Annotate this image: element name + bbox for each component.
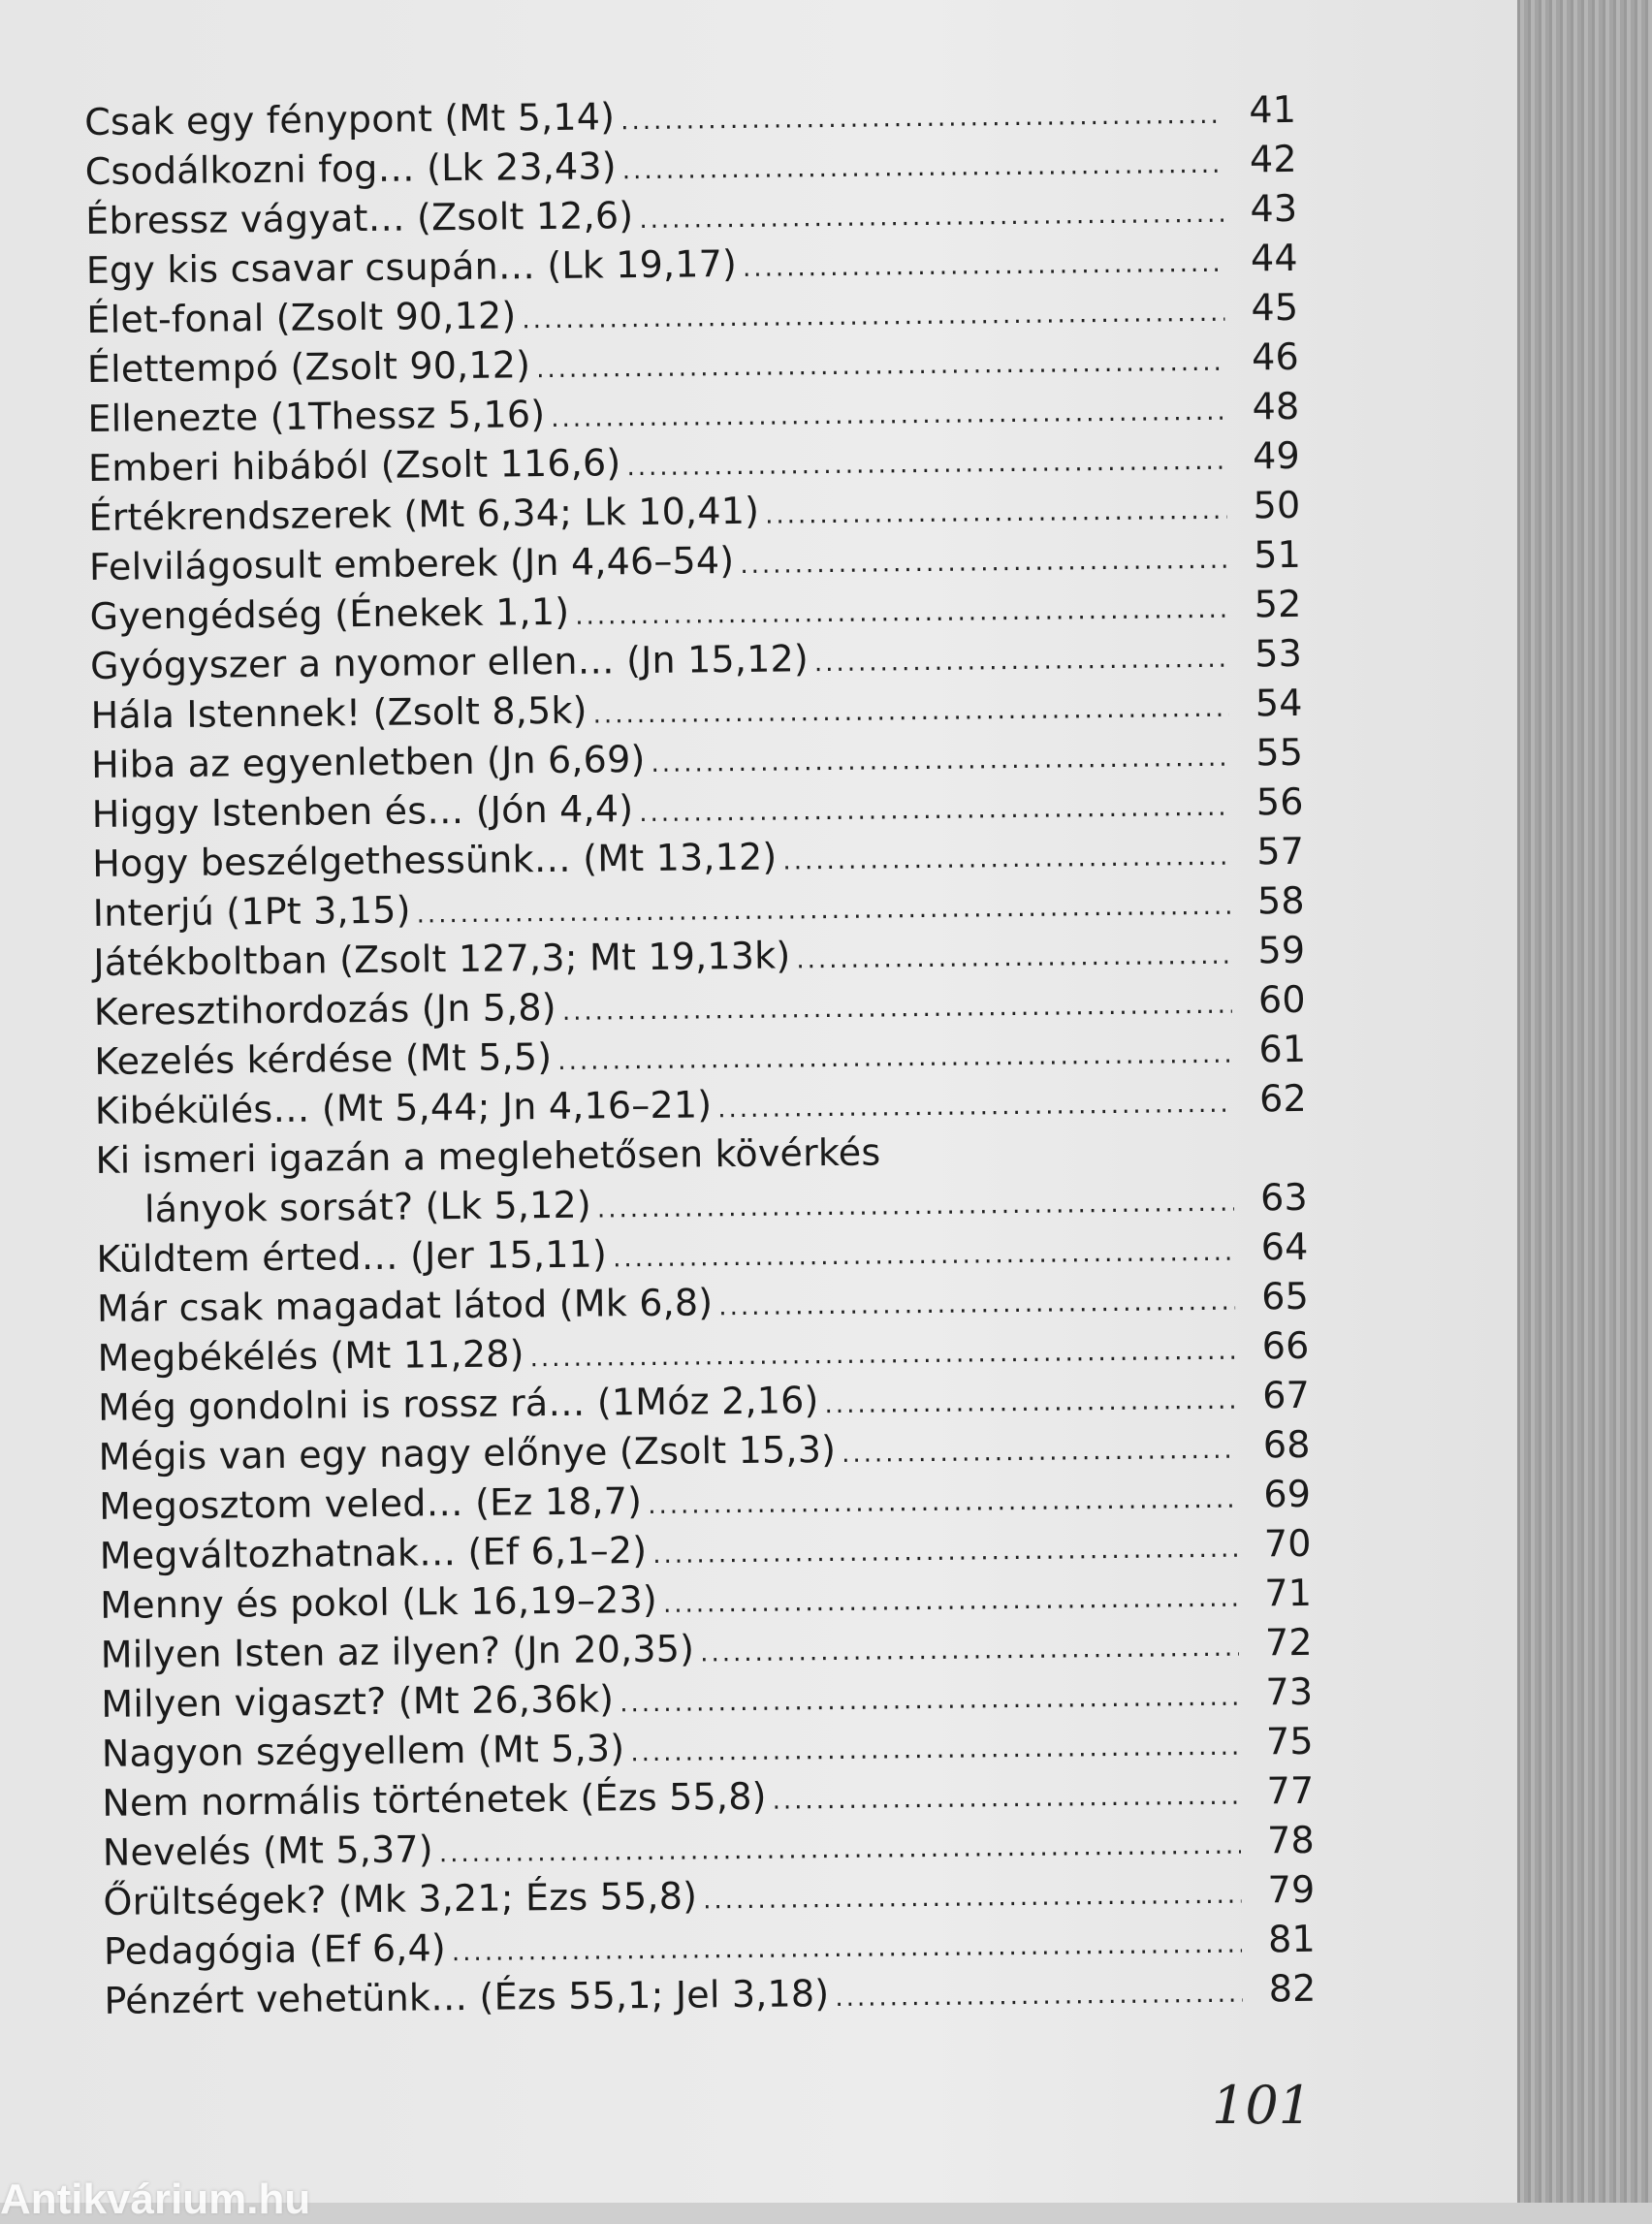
toc-entry-page: 82 <box>1268 1966 1317 2011</box>
toc-entry-title: Megváltozhatnak… (Ef 6,1–2) <box>99 1529 648 1577</box>
toc-entry-page: 65 <box>1260 1274 1310 1319</box>
dot-leader <box>439 1831 1241 1869</box>
dot-leader <box>639 793 1230 828</box>
toc-entry-page: 46 <box>1251 334 1300 379</box>
toc-entry-page: 53 <box>1255 631 1303 676</box>
dot-leader <box>575 595 1228 631</box>
toc-entry-title: Gyógyszer a nyomor ellen… (Jn 15,12) <box>89 637 810 687</box>
dot-leader <box>536 348 1225 384</box>
dot-leader <box>700 1634 1239 1668</box>
toc-entry-title: Interjú (1Pt 3,15) <box>92 888 411 935</box>
toc-entry-title: Megbékélés (Mt 11,28) <box>97 1332 524 1380</box>
toc-entry-title: Kezelés kérdése (Mt 5,5) <box>94 1035 553 1083</box>
toc-entry-page: 63 <box>1259 1175 1309 1220</box>
dot-leader <box>620 1683 1239 1719</box>
dot-leader <box>835 1980 1242 2013</box>
toc-entry-title: Emberi hibából (Zsolt 116,6) <box>87 441 621 490</box>
toc-entry-title: Csak egy fénypont (Mt 5,14) <box>84 95 616 143</box>
toc-entry-title: Milyen vigaszt? (Mt 26,36k) <box>101 1677 615 1726</box>
toc-entry-page: 69 <box>1263 1472 1312 1516</box>
page-edge-background <box>1517 0 1652 2203</box>
dot-leader <box>557 1040 1232 1076</box>
toc-entry-page: 59 <box>1257 928 1306 972</box>
toc-entry-page: 48 <box>1252 384 1300 429</box>
toc-entry-page: 57 <box>1256 829 1305 874</box>
toc-entry-page: 43 <box>1250 186 1298 231</box>
dot-leader <box>824 1386 1236 1419</box>
toc-entry-title: Értékrendszerek (Mt 6,34; Lk 10,41) <box>88 489 760 539</box>
toc-entry-title: Ébressz vágyat… (Zsolt 12,6) <box>85 194 634 242</box>
toc-entry-page: 68 <box>1262 1422 1311 1467</box>
dot-leader <box>648 1485 1237 1520</box>
toc-entry-page: 79 <box>1267 1867 1316 1912</box>
toc-entry-title: Őrültségek? (Mk 3,21; Ézs 55,8) <box>103 1874 698 1923</box>
toc-entry-page: 54 <box>1255 681 1303 725</box>
toc-entry-title: lányok sorsát? (Lk 5,12) <box>143 1183 592 1231</box>
toc-entry-title: Ellenezte (1Thessz 5,16) <box>87 393 546 440</box>
toc-entry-page: 62 <box>1258 1076 1308 1121</box>
toc-entry-title: Milyen Isten az ilyen? (Jn 20,35) <box>100 1627 695 1676</box>
dot-leader <box>717 1090 1233 1125</box>
dot-leader <box>593 694 1229 730</box>
toc-entry-title: Hála Istennek! (Zsolt 8,5k) <box>90 688 588 737</box>
toc-entry-page: 77 <box>1266 1768 1315 1813</box>
dot-leader <box>703 1881 1242 1916</box>
dot-leader <box>651 744 1229 778</box>
dot-leader <box>796 941 1231 975</box>
toc-entry-page: 66 <box>1261 1323 1310 1368</box>
toc-entry-title: Higgy Istenben és… (Jón 4,4) <box>91 787 634 836</box>
toc-entry-title: Megosztom veled… (Ez 18,7) <box>98 1479 643 1528</box>
toc-entry-title: Nagyon szégyellem (Mt 5,3) <box>101 1727 625 1775</box>
toc-entry-page: 58 <box>1256 878 1305 923</box>
dot-leader <box>663 1584 1239 1619</box>
table-of-contents <box>84 88 1317 2029</box>
toc-entry-page: 81 <box>1267 1917 1317 1961</box>
dot-leader <box>743 249 1224 283</box>
toc-entry-page: 55 <box>1255 730 1304 775</box>
toc-entry-page: 73 <box>1265 1669 1314 1714</box>
dot-leader <box>416 892 1230 930</box>
dot-leader <box>452 1930 1242 1968</box>
dot-leader <box>613 1238 1235 1274</box>
dot-leader <box>597 1189 1234 1224</box>
toc-entry-page: 72 <box>1264 1620 1313 1665</box>
toc-entry-page: 50 <box>1253 483 1301 527</box>
toc-entry-page: 75 <box>1265 1719 1315 1763</box>
toc-entry-page: 78 <box>1266 1818 1316 1862</box>
toc-entry-page: 64 <box>1260 1224 1309 1269</box>
toc-entry-page: 45 <box>1251 285 1299 330</box>
dot-leader <box>765 496 1227 530</box>
toc-entry-page: 61 <box>1258 1027 1307 1071</box>
watermark: Antikvárium.hu <box>0 2176 311 2223</box>
toc-entry-title: Hogy beszélgethessünk… (Mt 13,12) <box>92 835 778 885</box>
toc-entry-title: Pénzért vehetünk… (Ézs 55,1; Jel 3,18) <box>104 1972 830 2022</box>
dot-leader <box>522 299 1224 335</box>
dot-leader <box>562 991 1232 1027</box>
toc-entry-page: 67 <box>1262 1373 1311 1417</box>
dot-leader <box>630 1732 1240 1768</box>
toc-entry-title: Keresztihordozás (Jn 5,8) <box>93 985 557 1033</box>
toc-entry-title: Csodálkozni fog… (Lk 23,43) <box>84 144 618 193</box>
toc-entry-page: 71 <box>1264 1571 1313 1615</box>
toc-entry-title: Élettempó (Zsolt 90,12) <box>86 343 531 391</box>
toc-entry-title: Menny és pokol (Lk 16,19–23) <box>100 1577 658 1627</box>
toc-entry-page: 56 <box>1255 779 1304 824</box>
toc-entry-title: Élet-fonal (Zsolt 90,12) <box>86 294 517 341</box>
dot-leader <box>773 1782 1241 1816</box>
toc-entry-title: Mégis van egy nagy előnye (Zsolt 15,3) <box>98 1427 837 1478</box>
toc-entry-page: 49 <box>1252 433 1301 478</box>
toc-entry-page: 52 <box>1254 582 1302 626</box>
dot-leader <box>842 1436 1237 1469</box>
toc-entry-title: Felvilágosult emberek (Jn 4,46–54) <box>88 539 735 588</box>
toc-entry-page: 60 <box>1257 977 1307 1022</box>
toc-entry-title: Küldtem érted… (Jer 15,11) <box>96 1232 608 1281</box>
toc-entry-title: Kibékülés… (Mt 5,44; Jn 4,16–21) <box>94 1083 713 1132</box>
dot-leader <box>626 447 1226 482</box>
toc-entry-title: Nem normális történetek (Ézs 55,8) <box>102 1774 767 1825</box>
dot-leader <box>740 546 1227 580</box>
toc-entry-title: Hiba az egyenletben (Jn 6,69) <box>90 737 646 786</box>
dot-leader <box>639 200 1223 235</box>
toc-entry-title: Még gondolni is rossz rá… (1Móz 2,16) <box>97 1379 819 1429</box>
dot-leader <box>782 842 1230 876</box>
dot-leader <box>622 150 1223 185</box>
toc-entry-page: 41 <box>1249 87 1297 132</box>
dot-leader <box>551 397 1225 433</box>
page-number: 101 <box>1212 2075 1313 2136</box>
toc-entry-page: 44 <box>1250 236 1298 280</box>
dot-leader <box>652 1535 1238 1570</box>
toc-entry-title: Játékboltban (Zsolt 127,3; Mt 19,13k) <box>93 934 791 984</box>
dot-leader <box>814 645 1228 678</box>
toc-entry-page: 42 <box>1249 137 1297 181</box>
dot-leader <box>718 1287 1235 1322</box>
toc-entry-title: Gyengédség (Énekek 1,1) <box>89 589 570 638</box>
toc-entry-title: Már csak magadat látod (Mk 6,8) <box>96 1281 714 1330</box>
dot-leader <box>529 1337 1235 1374</box>
dot-leader <box>620 101 1223 137</box>
toc-entry-title: Pedagógia (Ef 6,4) <box>103 1926 447 1973</box>
toc-entry-title: Nevelés (Mt 5,37) <box>102 1827 434 1874</box>
toc-entry-title: Egy kis csavar csupán… (Lk 19,17) <box>85 241 738 292</box>
toc-entry-page: 51 <box>1253 532 1302 577</box>
toc-entry-title: Ki ismeri igazán a meglehetősen kövérkés <box>95 1130 881 1182</box>
toc-entry-page: 70 <box>1263 1521 1312 1566</box>
